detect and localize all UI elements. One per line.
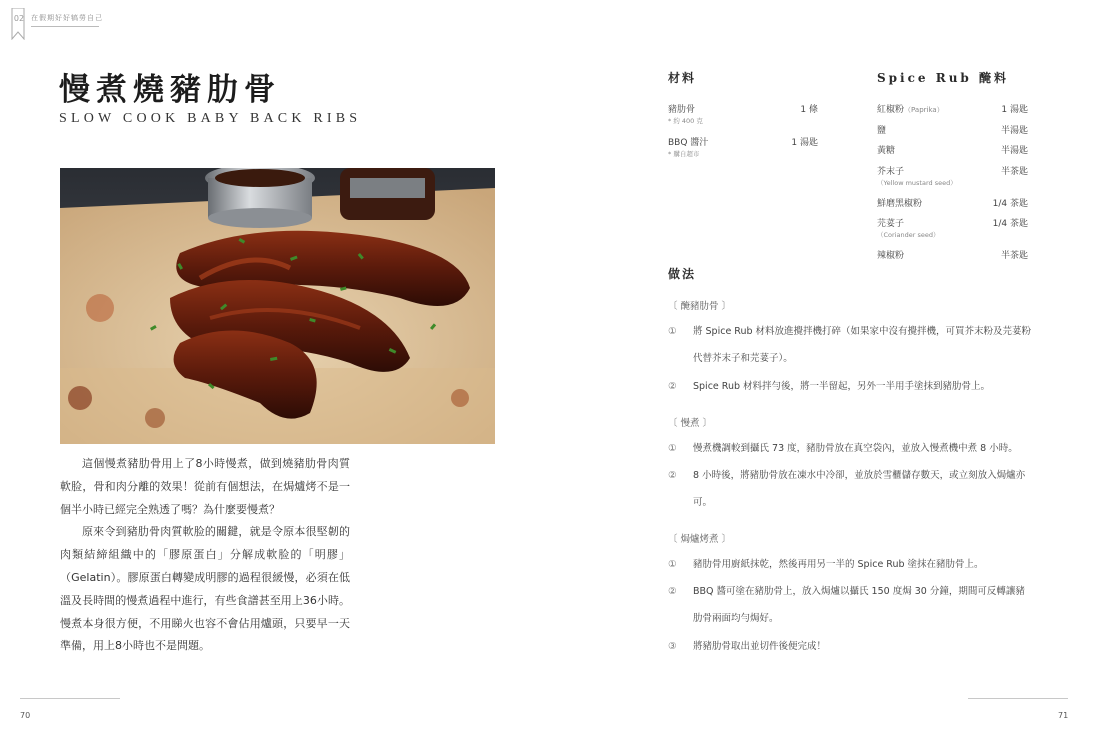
method-group-title: 〔 慢煮 〕	[668, 418, 713, 429]
method-group-title: 〔 焗爐烤煮 〕	[668, 534, 732, 545]
spice-name: 芫荽子	[877, 219, 905, 229]
chapter-title: 在假期好好犒勞自己	[31, 13, 99, 27]
chapter-number: 02	[13, 14, 25, 23]
ingredient-amount: 1 條	[800, 105, 818, 115]
ribs-photo	[60, 168, 495, 444]
spice-name: 紅椒粉（Paprika）	[877, 105, 944, 115]
step-number: ①	[668, 559, 677, 570]
step-text: 將 Spice Rub 材料放進攪拌機打碎（如果家中沒有攪拌機，可買芥末粉及芫荽粉代替芥末子和芫荽子）。	[693, 326, 1032, 364]
ingredient-note: * 購自超市	[668, 150, 700, 158]
ingredient-amount: 1 湯匙	[791, 138, 818, 148]
step-number: ③	[668, 641, 677, 652]
step-number: ①	[668, 326, 677, 337]
ingredients-heading: 材料	[668, 71, 697, 85]
spice-amount: 1/4 茶匙	[992, 199, 1028, 209]
intro-paragraph: 原來令到豬肋骨肉質軟脸的關鍵，就是令原本很堅韌的肉類結締組織中的「膠原蛋白」分解成軟脸的「明膠」（Gelatin）。膠原蛋白轉變成明膠的過程很緩慢，必須在低溫及長時間的慢煮過程中進行，有些食譜甚至用上36小時。慢煮本身很方便，不用睇火也容不會佔用爐頭，只要早一天準備，用上8小時也不是問題。	[60, 525, 350, 653]
recipe-title-zh: 慢煮燒豬肋骨	[59, 72, 281, 108]
spice-name: 黃糖	[877, 146, 896, 156]
page-number-left: 70	[20, 711, 31, 720]
spice-note: （Yellow mustard seed）	[877, 179, 957, 187]
spice-note: （Coriander seed）	[877, 231, 940, 239]
step-text: 將豬肋骨取出並切件後便完成！	[693, 641, 827, 652]
footer-rule-right	[968, 698, 1068, 699]
step-number: ②	[668, 586, 677, 597]
intro-text	[60, 453, 350, 658]
spice-name: 鮮磨黑椒粉	[877, 199, 923, 209]
recipe-title-en: SLOW COOK BABY BACK RIBS	[59, 111, 362, 126]
method-heading: 做法	[668, 267, 697, 281]
intro-paragraph: 這個慢煮豬肋骨用上了8小時慢煮，做到燒豬肋骨肉質軟脸，骨和肉分離的效果！從前有個想法，在焗爐烤不是一個半小時已經完全熟透了嗎？為什麼要慢煮？	[60, 457, 350, 516]
chapter-bookmark-icon	[11, 8, 25, 40]
spice-name: 辣椒粉	[877, 251, 905, 261]
ingredient-name: 豬肋骨	[668, 105, 696, 115]
spice-alt-name: （Paprika）	[904, 106, 944, 114]
method-group-title: 〔 醃豬肋骨 〕	[668, 301, 732, 312]
step-number: ②	[668, 381, 677, 392]
spice-name: 鹽	[877, 126, 887, 136]
step-text: BBQ 醬可塗在豬肋骨上，放入焗爐以攝氏 150 度焗 30 分鐘，期間可反轉讓豬肋骨兩面均勻焗好。	[693, 586, 1025, 624]
spice-amount: 半湯匙	[1000, 146, 1028, 156]
step-number: ②	[668, 470, 677, 481]
spice-amount: 1 湯匙	[1001, 105, 1028, 115]
step-number: ①	[668, 443, 677, 454]
ingredient-note: * 約 400 克	[668, 117, 703, 125]
step-text: 豬肋骨用廚紙抹乾，然後再用另一半的 Spice Rub 塗抹在豬肋骨上。	[693, 559, 984, 570]
spice-amount: 半湯匙	[1000, 126, 1028, 136]
step-text: Spice Rub 材料拌勻後，將一半留起，另外一半用手塗抹到豬肋骨上。	[693, 381, 991, 392]
step-text: 慢煮機調較到攝氏 73 度，豬肋骨放在真空袋內，並放入慢煮機中煮 8 小時。	[693, 443, 1018, 454]
ingredient-name: BBQ 醬汁	[668, 138, 709, 148]
spice-amount: 半茶匙	[1000, 167, 1028, 177]
spice-amount: 半茶匙	[1000, 251, 1028, 261]
page-number-right: 71	[1058, 711, 1069, 720]
step-text: 8 小時後，將豬肋骨放在凍水中冷卻，並放於雪櫃儲存數天，或立刻放入焗爐亦可。	[693, 470, 1026, 508]
spice-name: 芥末子	[877, 167, 905, 177]
spice-rub-heading: Spice Rub 醃料	[877, 71, 1010, 85]
footer-rule-left	[20, 698, 120, 699]
spice-amount: 1/4 茶匙	[992, 219, 1028, 229]
